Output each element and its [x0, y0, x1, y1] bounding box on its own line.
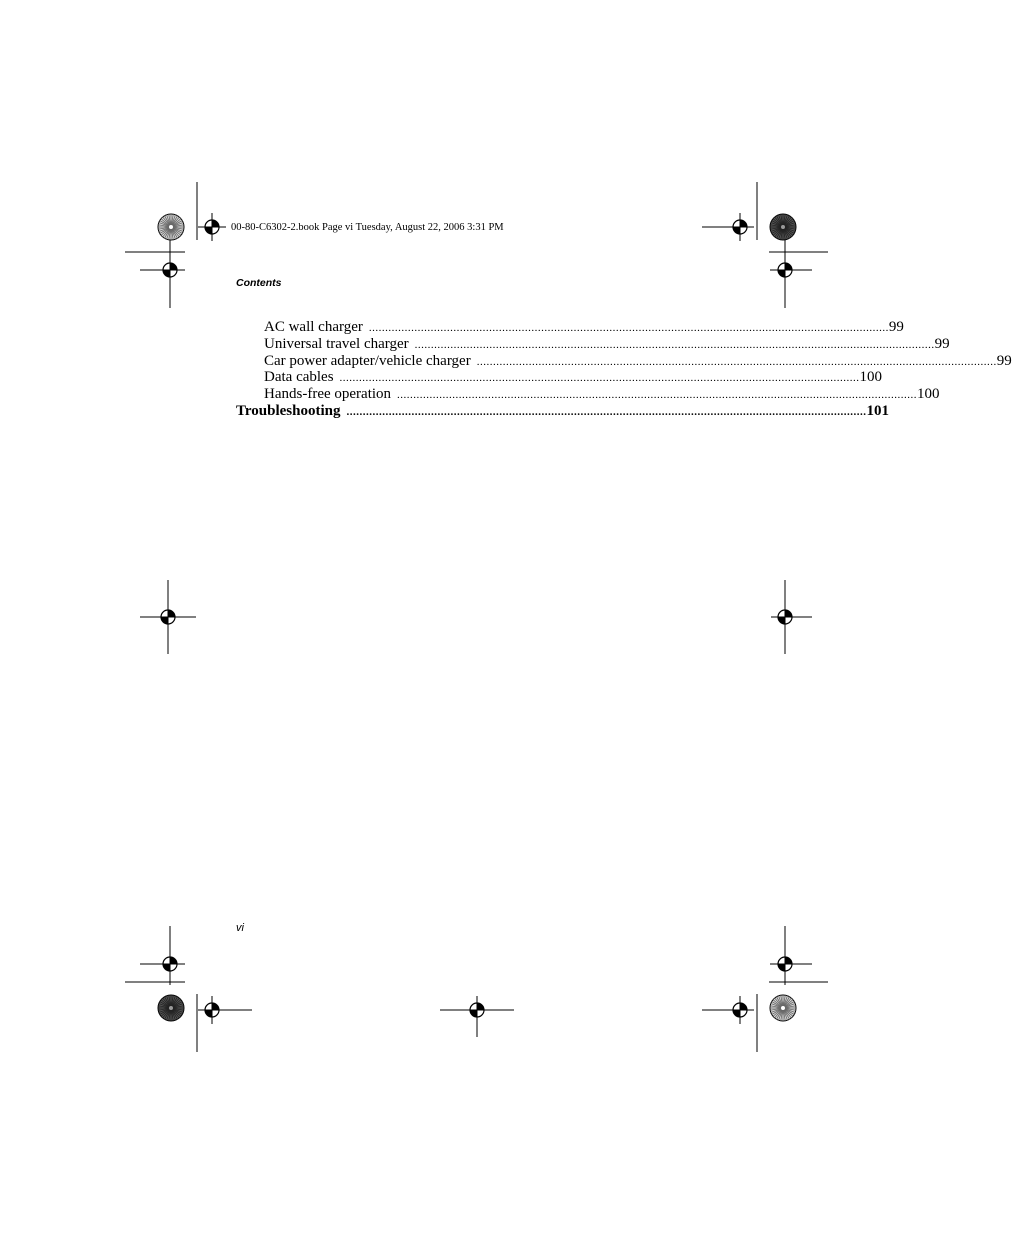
toc-dot-leader: ................................................................................................................................................................ [397, 389, 918, 402]
toc-entry-page: 101 [866, 402, 889, 419]
toc-dot-leader: ................................................................................................................................................................ [339, 372, 860, 385]
toc-entry-title: Car power adapter/vehicle charger [264, 352, 471, 369]
toc-dot-leader: ................................................................................................................................................................ [414, 338, 935, 351]
toc-entry-page: 100 [859, 369, 883, 386]
toc-dot-leader: ................................................................................................................................................................ [476, 355, 997, 368]
toc-entry-page: 100 [917, 386, 940, 403]
star-target-icon [158, 995, 184, 1021]
toc-entry-title: Troubleshooting [236, 402, 341, 419]
toc-entry-title: Data cables [264, 369, 334, 386]
star-target-icon [770, 214, 796, 240]
toc-entry-title: AC wall charger [264, 319, 363, 335]
toc-entry-page: 99 [934, 335, 950, 352]
page-number: vi [236, 922, 244, 934]
toc-entry-page: 99 [888, 319, 904, 335]
running-head: Contents [236, 277, 282, 289]
crosshair-registration-icon [198, 213, 226, 241]
print-file-header: 00-80-C6302-2.book Page vi Tuesday, August 22, 2006 3:31 PM [231, 222, 504, 233]
toc-dot-leader: ................................................................................................................................................................ [368, 322, 889, 334]
toc-entry-page: 99 [996, 352, 1012, 369]
star-target-icon [770, 995, 796, 1021]
toc-dot-leader: ................................................................................................................................................................ [346, 405, 867, 418]
toc-entry-title: Hands-free operation [264, 386, 392, 403]
toc-entry-title: Universal travel charger [264, 335, 409, 352]
star-target-icon [158, 214, 184, 240]
